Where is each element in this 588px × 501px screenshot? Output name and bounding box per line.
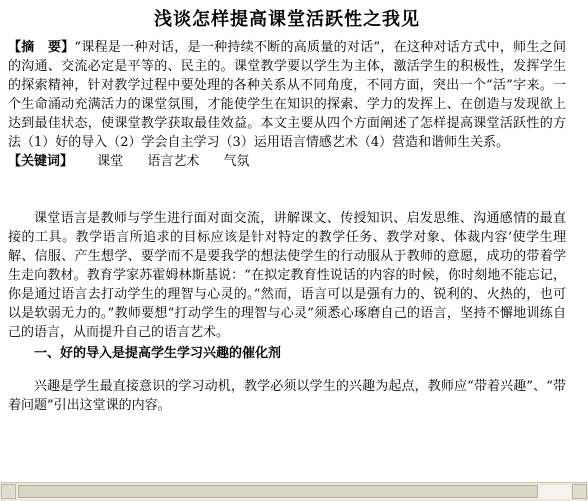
keyword-item: 气氛 (223, 154, 250, 169)
scroll-left-arrow-icon[interactable] (1, 484, 16, 499)
keyword-item: 语言艺术 (147, 154, 200, 169)
abstract-label: 【摘 要】 (8, 40, 75, 55)
keywords-label: 【关键词】 (8, 154, 74, 169)
blank-space (8, 171, 566, 209)
keyword-item: 课堂 (97, 154, 124, 169)
body-paragraph: 课堂语言是教师与学生进行面对面交流，讲解课文、传授知识、启发思维、沟通感情的最直接的工具。教学语言所追求的目标应该是针对特定的教学任务、教学对象、体裁内容‘使学生理解、信服、产生想学、要学而不是要我学的想法使学生的行动服从于教师的意愿，成功的带着学生走向教材。教育学家苏霍姆林斯基说：“在拟定教育性说话的内容的时候，你时刻地不能忘记，你是通过语言去打动学生的理智与心灵的。”然而，语言可以是强有力的、锐利的、火热的，也可以是软弱无力的。”教师要想“打动学生的理智与心灵”须悉心琢磨自己的语言，坚持不懈地训练自己的语言，从而提升自己的语言艺术。 (8, 211, 566, 340)
abstract-text: “课程是一种对话，是一种持续不断的高质量的对话”，在这种对话方式中，师生之间的沟通、交流必定是平等的、民主的。课堂教学要以学生为主体，激活学生的积极性，发挥学生的探索精神，针对教学过程中要处理的各种关系从不同角度，不同方面，突出一个“活”字来。一个生命涌动充满活力的课堂氛围，才能使学生在知识的探索、学力的发挥上、在创造与发现欲上达到最佳状态，使课堂教学获取最佳效益。本文主要从四个方面阐述了怎样提高课堂活跃性的方法（1）好的导入（2）学会自主学习（3）运用语言情感艺术（4）营造和谐师生关系。 (8, 40, 566, 150)
horizontal-scrollbar[interactable] (0, 482, 588, 501)
scrollbar-thumb[interactable] (18, 485, 538, 498)
keywords-row (8, 152, 566, 171)
scroll-right-arrow-icon[interactable] (572, 484, 587, 499)
document-title: 浅谈怎样提高课堂活跃性之我见 (154, 9, 420, 30)
section-heading: 一、好的导入是提高学生学习兴趣的催化剂 (34, 346, 282, 361)
section-paragraph: 兴趣是学生最直接意识的学习动机，教学必须以学生的兴趣为起点，教师应“带着兴趣”、“带着问题”引出这堂课的内容。 (8, 379, 566, 413)
abstract-paragraph (8, 38, 566, 152)
